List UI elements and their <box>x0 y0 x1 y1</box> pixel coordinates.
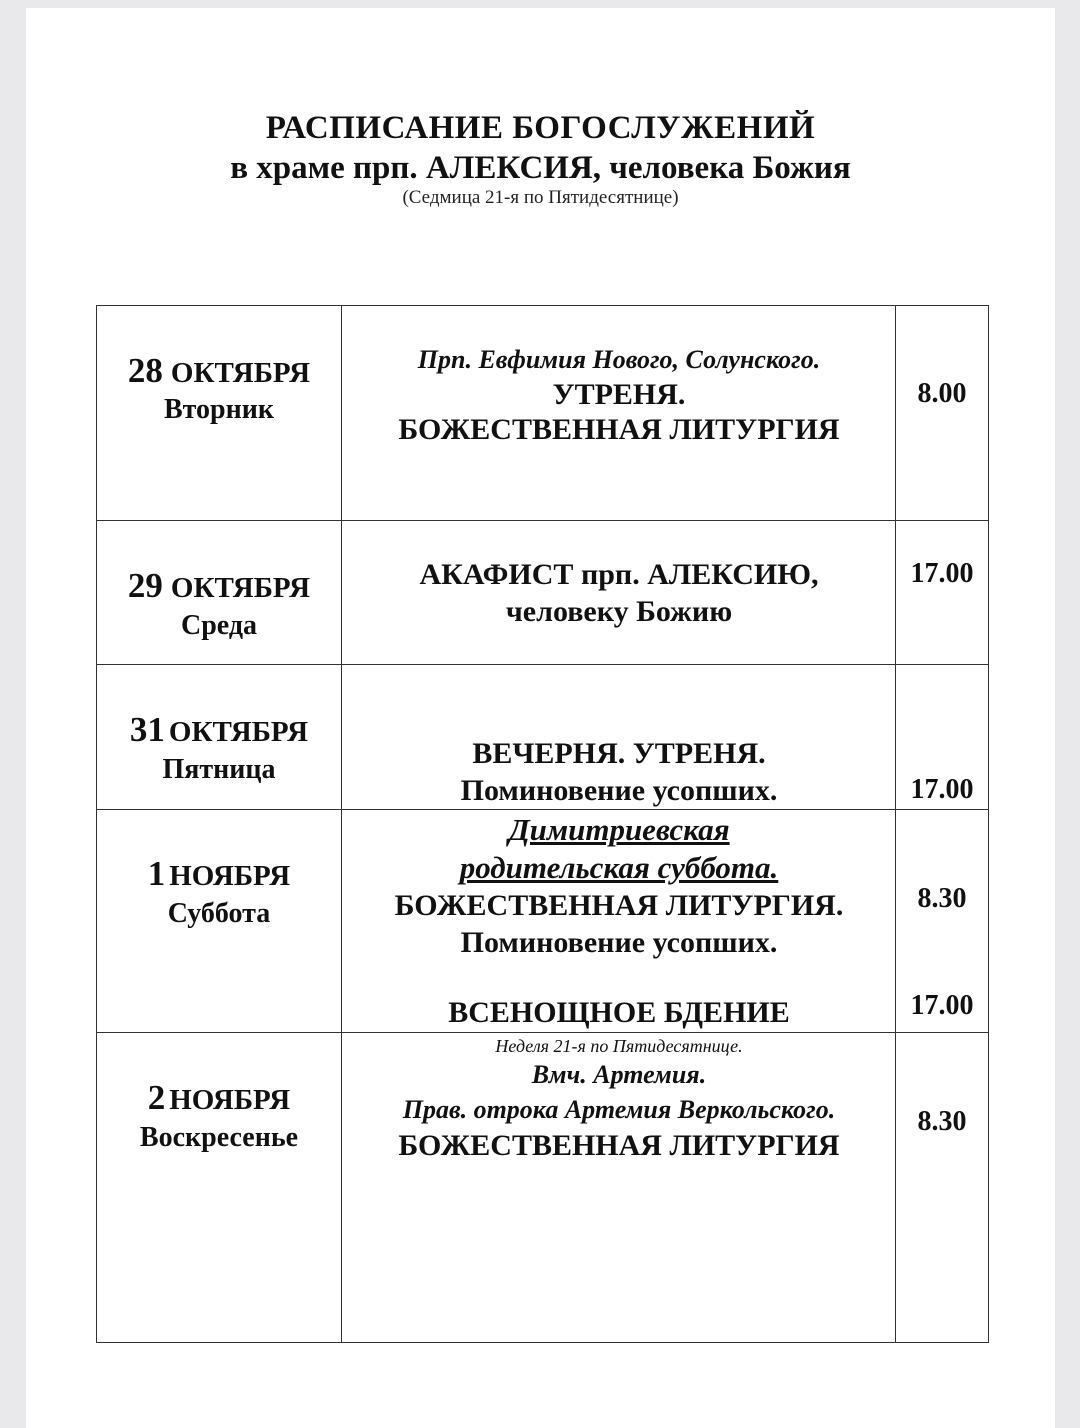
date-cell <box>96 351 342 391</box>
day-number: 2 <box>147 1078 166 1117</box>
month-name: НОЯБРЯ <box>169 1084 291 1116</box>
weekday: Суббота <box>167 898 271 929</box>
table-line <box>96 664 989 665</box>
weekday: Вторник <box>163 394 275 425</box>
date-cell <box>96 854 342 894</box>
service-time: 17.00 <box>910 558 974 589</box>
service-time: 8.30 <box>917 883 967 914</box>
service-line: ВЕЧЕРНЯ. УТРЕНЯ. <box>472 737 766 770</box>
church-name: в храме прп. АЛЕКСИЯ, человека Божия <box>230 150 851 186</box>
table-line <box>96 520 989 521</box>
feast-line: Димитриевская <box>508 812 730 847</box>
table-line <box>96 809 989 810</box>
month-name: НОЯБРЯ <box>169 860 291 892</box>
day-number: 28 <box>127 351 163 390</box>
service-time: 8.30 <box>917 1106 967 1137</box>
service-line: АКАФИСТ прп. АЛЕКСИЮ, <box>419 558 819 591</box>
feast-line: родительская суббота. <box>459 850 779 885</box>
service-line: БОЖЕСТВЕННАЯ ЛИТУРГИЯ <box>398 413 840 446</box>
date-cell <box>96 710 342 750</box>
day-number: 31 <box>129 710 165 749</box>
service-line: БОЖЕСТВЕННАЯ ЛИТУРГИЯ <box>398 1129 840 1162</box>
table-line <box>96 305 989 306</box>
date-cell <box>96 1078 342 1118</box>
month-name: ОКТЯБРЯ <box>170 572 311 604</box>
service-line: Поминовение усопших. <box>460 774 778 807</box>
weekday: Пятница <box>162 754 276 785</box>
weekday: Воскресенье <box>139 1122 299 1153</box>
service-line: ВСЕНОЩНОЕ БДЕНИЕ <box>448 996 790 1029</box>
service-time: 17.00 <box>910 774 974 805</box>
month-name: ОКТЯБРЯ <box>170 357 311 389</box>
table-line <box>96 305 97 1343</box>
month-name: ОКТЯБРЯ <box>168 716 309 748</box>
week-note: Неделя 21-я по Пятидесятнице. <box>495 1036 743 1056</box>
day-number: 29 <box>127 566 163 605</box>
service-time: 17.00 <box>910 990 974 1021</box>
table-line <box>96 1342 989 1343</box>
date-cell <box>96 566 342 606</box>
table-line <box>988 305 989 1343</box>
saint-line: Прав. отрока Артемия Веркольского. <box>402 1095 836 1124</box>
page-title: РАСПИСАНИЕ БОГОСЛУЖЕНИЙ <box>265 110 816 146</box>
saint-line: Вмч. Артемия. <box>531 1060 707 1089</box>
service-time: 8.00 <box>917 378 967 409</box>
weekday: Среда <box>180 610 257 641</box>
week-caption: (Седмица 21-я по Пятидесятнице) <box>402 187 679 208</box>
schedule-sheet <box>26 8 1055 1428</box>
service-line: человеку Божию <box>505 595 733 628</box>
saint-line: Прп. Евфимия Нового, Солунского. <box>417 345 821 374</box>
service-line: БОЖЕСТВЕННАЯ ЛИТУРГИЯ. <box>394 889 844 922</box>
service-line: УТРЕНЯ. <box>552 378 686 411</box>
service-line: Поминовение усопших. <box>460 926 778 959</box>
table-line <box>96 1032 989 1033</box>
day-number: 1 <box>147 854 166 893</box>
